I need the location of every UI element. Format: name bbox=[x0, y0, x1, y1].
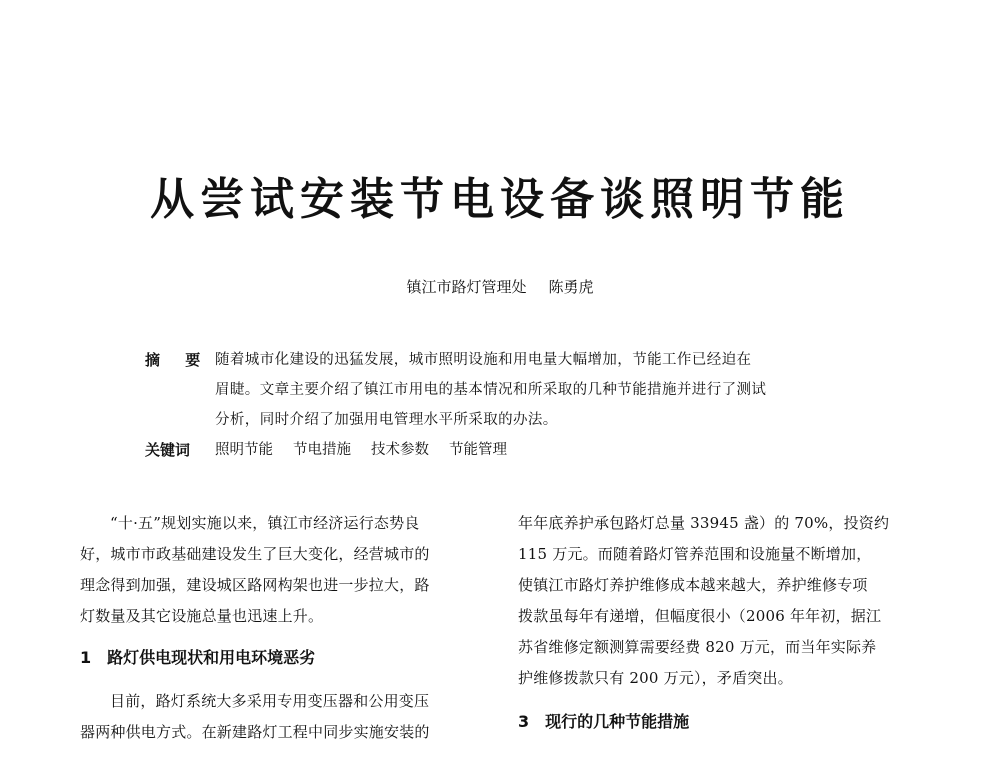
keywords-label: 关键词 bbox=[145, 441, 191, 459]
section-heading-1 bbox=[80, 648, 480, 668]
body-line: 115 万元。而随着路灯管养范围和设施量不断增加， bbox=[518, 545, 872, 563]
body-line: “十·五”规划实施以来，镇江市经济运行态势良 bbox=[110, 514, 420, 532]
section-number: 1 bbox=[80, 648, 92, 667]
author-name: 陈勇虎 bbox=[548, 278, 594, 296]
paper-title: 从尝试安装节电设备谈照明节能 bbox=[150, 174, 850, 225]
abstract-line: 随着城市化建设的迅猛发展，城市照明设施和用电量大幅增加，节能工作已经迫在 bbox=[215, 352, 752, 368]
abstract-row bbox=[145, 345, 875, 435]
section-title: 路灯供电现状和用电环境恶劣 bbox=[107, 648, 316, 667]
section-heading-3 bbox=[518, 712, 918, 732]
author-organization: 镇江市路灯管理处 bbox=[406, 278, 527, 296]
abstract-text bbox=[215, 345, 875, 435]
body-line: 护维修拨款只有 200 万元），矛盾突出。 bbox=[518, 669, 793, 687]
abstract-label: 摘 要 bbox=[145, 351, 211, 369]
abstract-block bbox=[145, 345, 875, 465]
keyword: 照明节能 bbox=[215, 442, 273, 458]
body-line: 年年底养护承包路灯总量 33945 盏）的 70%，投资约 bbox=[518, 514, 890, 532]
keyword: 技术参数 bbox=[371, 442, 429, 458]
abstract-line: 眉睫。文章主要介绍了镇江市用电的基本情况和所采取的几种节能措施并进行了测试 bbox=[215, 382, 767, 398]
body-line: 灯数量及其它设施总量也迅速上升。 bbox=[80, 607, 324, 625]
left-column bbox=[80, 508, 480, 748]
right-column bbox=[518, 508, 918, 732]
body-line: 好，城市市政基础建设发生了巨大变化，经营城市的 bbox=[80, 545, 430, 563]
keywords-row bbox=[145, 435, 875, 465]
abstract-line: 分析，同时介绍了加强用电管理水平所采取的办法。 bbox=[215, 412, 558, 428]
keywords-list bbox=[215, 435, 875, 465]
body-line: 理念得到加强，建设城区路网构架也进一步拉大，路 bbox=[80, 576, 430, 594]
keyword: 节能管理 bbox=[449, 442, 507, 458]
body-line: 目前，路灯系统大多采用专用变压器和公用变压 bbox=[110, 692, 430, 710]
body-line: 拨款虽每年有递增，但幅度很小（2006 年年初，据江 bbox=[518, 607, 882, 625]
section-number: 3 bbox=[518, 712, 530, 731]
body-line: 使镇江市路灯养护维修成本越来越大，养护维修专项 bbox=[518, 576, 868, 594]
author-line bbox=[0, 276, 1000, 298]
body-line: 器两种供电方式。在新建路灯工程中同步实施安装的 bbox=[80, 723, 430, 741]
keyword: 节电措施 bbox=[293, 442, 351, 458]
section-title: 现行的几种节能措施 bbox=[545, 712, 690, 731]
body-line: 苏省维修定额测算需要经费 820 万元，而当年实际养 bbox=[518, 638, 877, 656]
